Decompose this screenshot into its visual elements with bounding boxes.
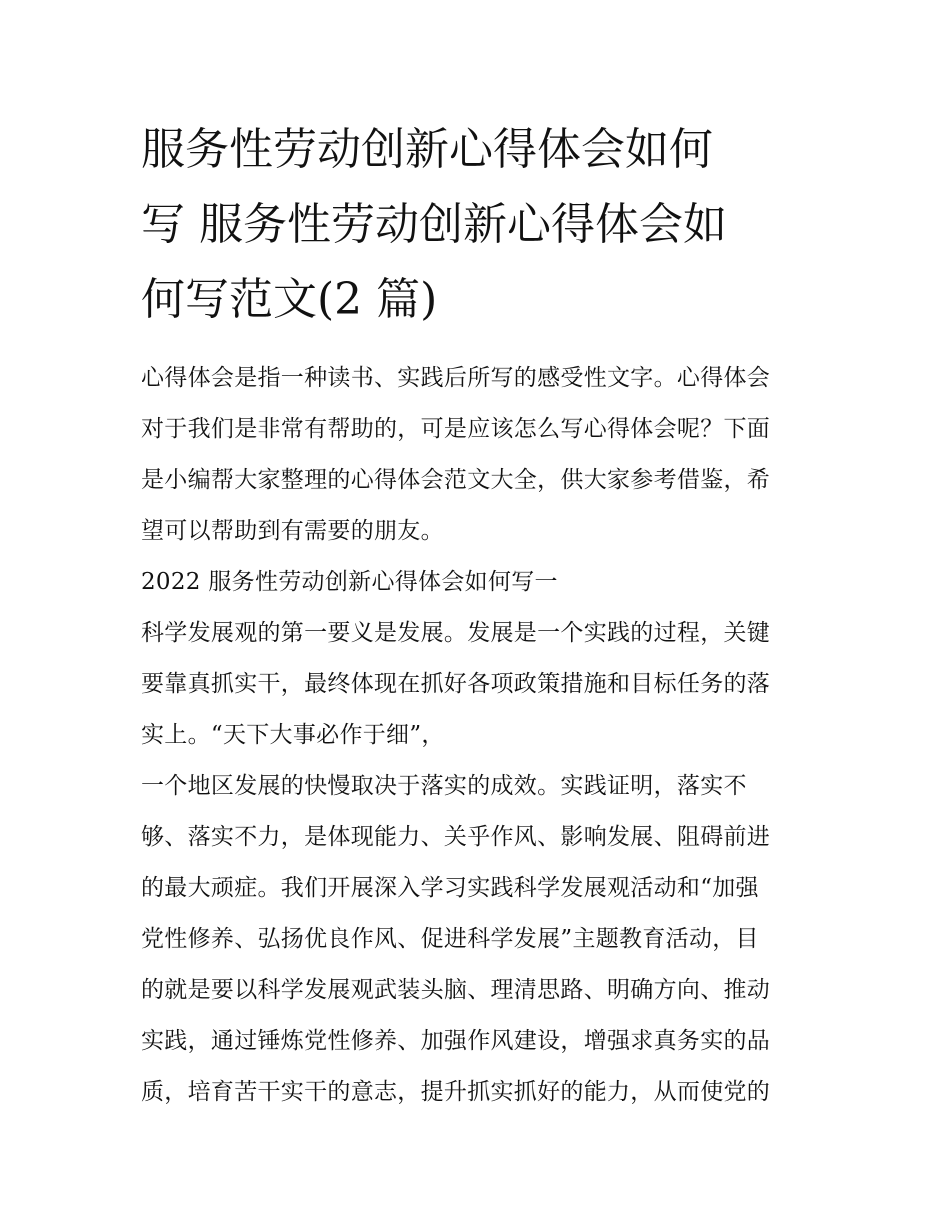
title-line: 写 服务性劳动创新心得体会如: [141, 199, 727, 250]
document-body: [141, 353, 821, 1118]
body-line: 望可以帮助到有需要的朋友。: [141, 518, 444, 544]
body-line: 实上。“天下大事必作于细”，: [141, 722, 445, 748]
section-heading: 2022 服务性劳动创新心得体会如何写一: [141, 569, 558, 595]
body-line: 科学发展观的第一要义是发展。发展是一个实践的过程，关键: [141, 620, 771, 646]
body-line: 党性修养、弘扬优良作风、促进科学发展”主题教育活动，目: [141, 926, 759, 952]
body-line: 心得体会是指一种读书、实践后所写的感受性文字。心得体会: [141, 365, 771, 391]
body-line: 实践，通过锤炼党性修养、加强作风建设，增强求真务实的品: [141, 1028, 771, 1054]
body-line: 是小编帮大家整理的心得体会范文大全，供大家参考借鉴，希: [141, 467, 771, 493]
body-line: 要靠真抓实干，最终体现在抓好各项政策措施和目标任务的落: [141, 671, 771, 697]
body-line: 质，培育苦干实干的意志，提升抓实抓好的能力，从而使党的: [141, 1079, 771, 1105]
title-line: 服务性劳动创新心得体会如何: [141, 124, 713, 175]
body-line: 的最大顽症。我们开展深入学习实践科学发展观活动和“加强: [141, 875, 759, 901]
body-line: 的就是要以科学发展观武装头脑、理清思路、明确方向、推动: [141, 977, 771, 1003]
document-title: [141, 112, 821, 337]
body-line: 对于我们是非常有帮助的，可是应该怎么写心得体会呢？下面: [141, 416, 771, 442]
title-line: 何写范文(2 篇): [141, 274, 438, 325]
body-line: 够、落实不力，是体现能力、关乎作风、影响发展、阻碍前进: [141, 824, 771, 850]
body-line: 一个地区发展的快慢取决于落实的成效。实践证明，落实不: [141, 773, 747, 799]
